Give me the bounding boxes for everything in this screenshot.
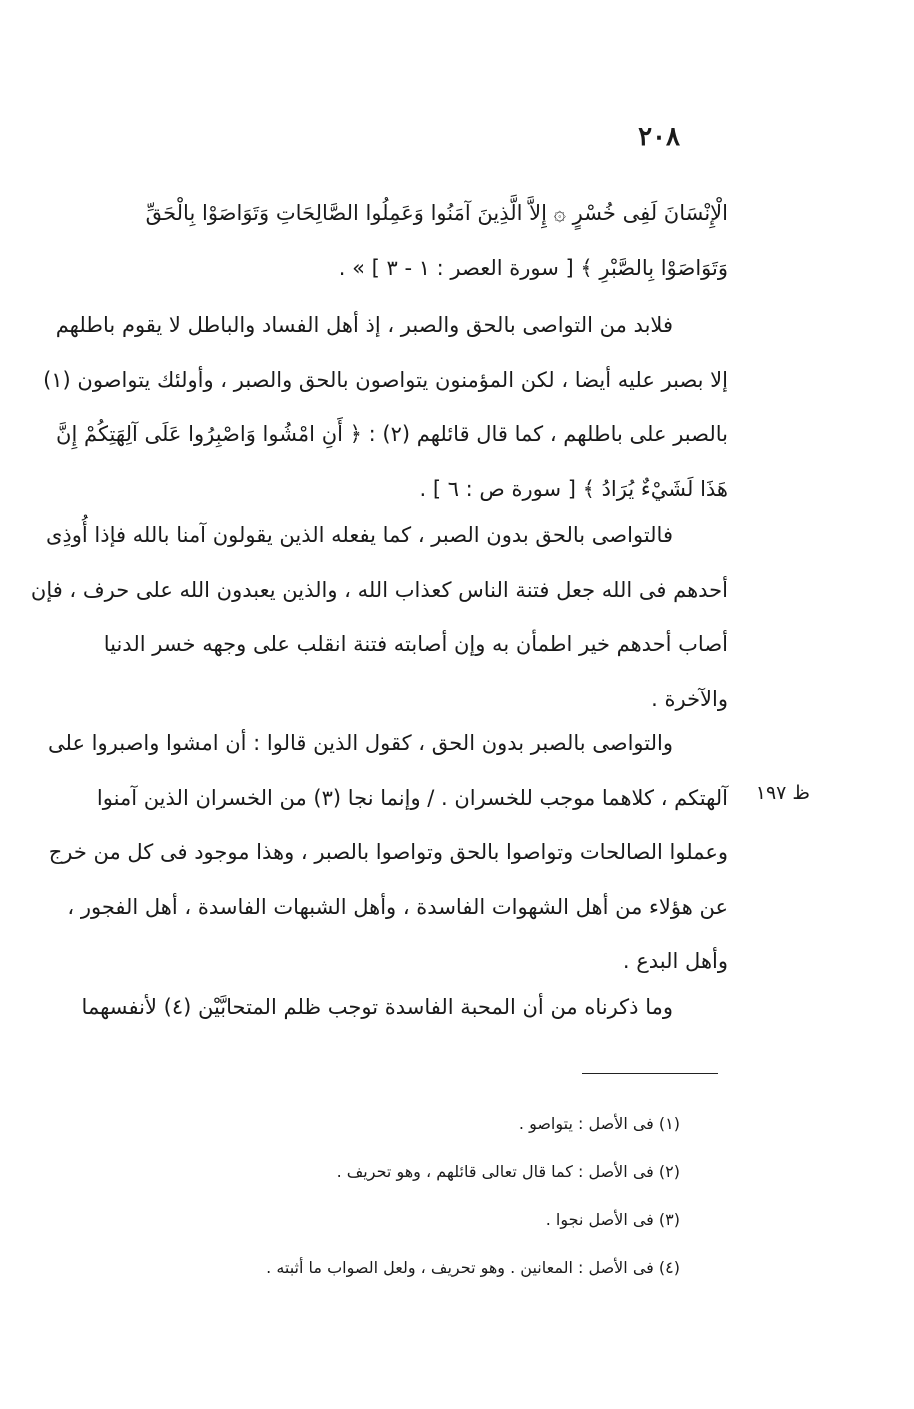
text-line: وَتَوَاصَوْا بِالصَّبْرِ ﴾ [ سورة العصر : ١ - ٣ ] » .: [338, 255, 728, 280]
paragraph-1: [68, 186, 728, 295]
footnotes: [180, 1100, 680, 1292]
margin-note: ظ ١٩٧: [755, 782, 810, 804]
text-line: فالتواصى بالحق بدون الصبر ، كما يفعله الذين يقولون آمنا بالله فإذا أُوذِى: [45, 523, 673, 547]
text-line: آلهتكم ، كلاهما موجب للخسران . / وإنما نجا (٣) من الخسران الذين آمنوا: [96, 785, 728, 810]
paragraph-4: [48, 716, 728, 989]
text-line: هَذَا لَشَيْءٌ يُرَادُ ﴾ [ سورة ص : ٦ ] .: [419, 476, 728, 501]
footnote-3: (٣) فى الأصل نجوا .: [545, 1210, 680, 1229]
text-line: والآخرة .: [651, 686, 728, 711]
footnote-2: (٢) فى الأصل : كما قال تعالى قائلهم ، وهو تحريف .: [336, 1162, 680, 1181]
text-line: وما ذكرناه من أن المحبة الفاسدة توجب ظلم المتحابَّيْن (٤) لأنفسهما: [81, 995, 673, 1019]
paragraph-2: [43, 298, 728, 516]
text-line: وعملوا الصالحات وتواصوا بالحق وتواصوا بالصبر ، وهذا موجود فى كل من خرج: [48, 840, 728, 864]
footnote-4: (٤) فى الأصل : المعانين . وهو تحريف ، ولعل الصواب ما أثبته .: [266, 1258, 680, 1277]
text-line: والتواصى بالصبر بدون الحق ، كقول الذين قالوا : أن امشوا واصبروا على: [48, 731, 673, 755]
text-line: فلابد من التواصى بالحق والصبر ، إذ أهل الفساد والباطل لا يقوم باطلهم: [55, 313, 673, 337]
text-line: وأهل البدع .: [622, 949, 728, 973]
page-number: ٢٠٨: [638, 122, 680, 152]
text-line: إلا بصبر عليه أيضا ، لكن المؤمنون يتواصون بالحق والصبر ، وأولئك يتواصون (١): [43, 367, 728, 392]
paragraph-3: [30, 508, 728, 726]
footnote-1: (١) فى الأصل : يتواصو .: [518, 1114, 680, 1133]
paragraph-5: [68, 980, 728, 1035]
text-line: عن هؤلاء من أهل الشهوات الفاسدة ، وأهل الشبهات الفاسدة ، أهل الفجور ،: [67, 894, 728, 919]
text-line: الْإِنْسَانَ لَفِى خُسْرٍ ۞ إِلاَّ الَّذِينَ آمَنُوا وَعَمِلُوا الصَّالِحَاتِ وَتَوَاصَوْا بِالْحَقِّ: [145, 201, 728, 225]
text-line: بالصبر على باطلهم ، كما قال قائلهم (٢) : ﴿ أَنِ امْشُوا وَاصْبِرُوا عَلَى آلِهَتِكُمْ إِنَّ: [56, 422, 728, 446]
text-line: أحدهم فى الله جعل فتنة الناس كعذاب الله ، والذين يعبدون الله على حرف ، فإن: [30, 577, 728, 602]
footnote-divider: [582, 1073, 718, 1074]
text-line: أصاب أحدهم خير اطمأن به وإن أصابته فتنة انقلب على وجهه خسر الدنيا: [103, 632, 728, 656]
